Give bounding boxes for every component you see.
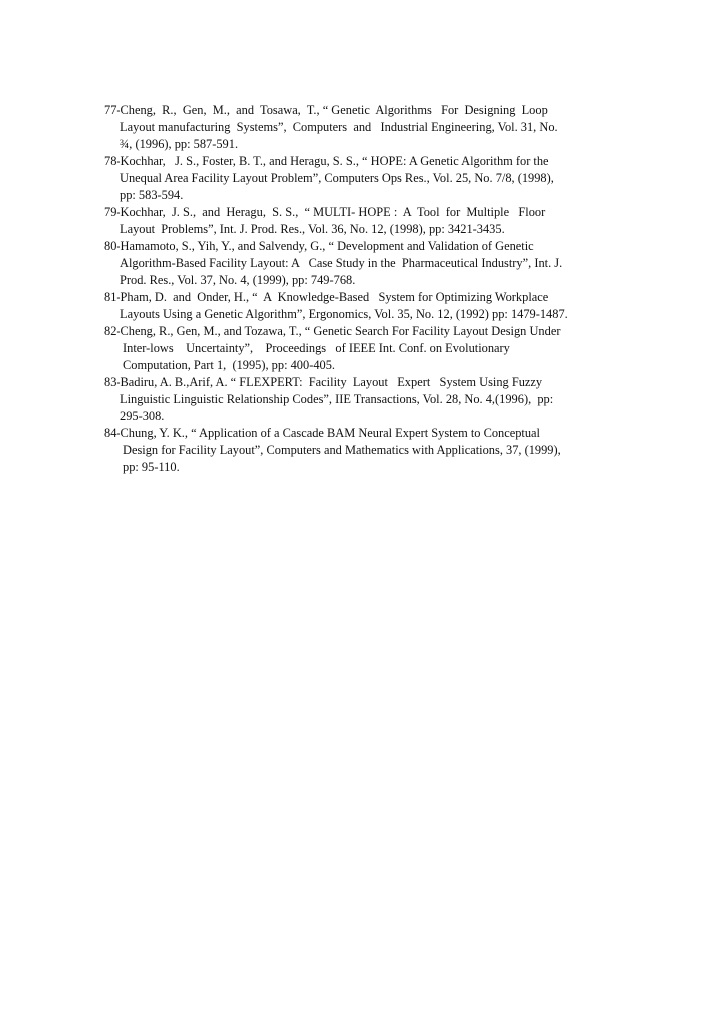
reference-list xyxy=(104,102,624,476)
reference-line: 78-Kochhar, J. S., Foster, B. T., and Heragu, S. S., “ HOPE: A Genetic Algorithm for the xyxy=(104,154,549,168)
reference-line: 79-Kochhar, J. S., and Heragu, S. S., “ MULTI- HOPE : A Tool for Multiple Floor xyxy=(104,205,546,219)
reference-line: 80-Hamamoto, S., Yih, Y., and Salvendy, G., “ Development and Validation of Genetic xyxy=(104,239,534,253)
reference-line: ¾, (1996), pp: 587-591. xyxy=(120,137,239,151)
reference-77 xyxy=(104,102,624,153)
reference-line: Layout manufacturing Systems”, Computers and Industrial Engineering, Vol. 31, No. xyxy=(120,120,558,134)
reference-line: Design for Facility Layout”, Computers and Mathematics with Applications, 37, (1999), xyxy=(123,443,561,457)
reference-line: 82-Cheng, R., Gen, M., and Tozawa, T., “ Genetic Search For Facility Layout Design Under xyxy=(104,324,561,338)
reference-84 xyxy=(104,425,624,476)
reference-line: 295-308. xyxy=(120,409,165,423)
reference-line: pp: 95-110. xyxy=(123,460,180,474)
reference-line: 84-Chung, Y. K., “ Application of a Cascade BAM Neural Expert System to Conceptual xyxy=(104,426,540,440)
reference-line: Prod. Res., Vol. 37, No. 4, (1999), pp: 749-768. xyxy=(120,273,356,287)
reference-79 xyxy=(104,204,624,238)
reference-line: Layouts Using a Genetic Algorithm”, Ergonomics, Vol. 35, No. 12, (1992) pp: 1479-1487. xyxy=(120,307,568,321)
reference-82 xyxy=(104,323,624,374)
reference-line: Algorithm-Based Facility Layout: A Case Study in the Pharmaceutical Industry”, Int. J. xyxy=(120,256,563,270)
reference-80 xyxy=(104,238,624,289)
reference-83 xyxy=(104,374,624,425)
reference-line: Computation, Part 1, (1995), pp: 400-405. xyxy=(123,358,336,372)
reference-line: Unequal Area Facility Layout Problem”, Computers Ops Res., Vol. 25, No. 7/8, (1998), xyxy=(120,171,554,185)
reference-81 xyxy=(104,289,624,323)
reference-78 xyxy=(104,153,624,204)
reference-line: 77-Cheng, R., Gen, M., and Tosawa, T., “ Genetic Algorithms For Designing Loop xyxy=(104,103,548,117)
reference-line: pp: 583-594. xyxy=(120,188,184,202)
reference-line: Inter-lows Uncertainty”, Proceedings of IEEE Int. Conf. on Evolutionary xyxy=(123,341,510,355)
reference-line: Linguistic Linguistic Relationship Codes”, IIE Transactions, Vol. 28, No. 4,(1996), pp: xyxy=(120,392,554,406)
reference-line: 81-Pham, D. and Onder, H., “ A Knowledge-Based System for Optimizing Workplace xyxy=(104,290,549,304)
reference-line: Layout Problems”, Int. J. Prod. Res., Vol. 36, No. 12, (1998), pp: 3421-3435. xyxy=(120,222,505,236)
reference-line: 83-Badiru, A. B.,Arif, A. “ FLEXPERT: Facility Layout Expert System Using Fuzzy xyxy=(104,375,543,389)
